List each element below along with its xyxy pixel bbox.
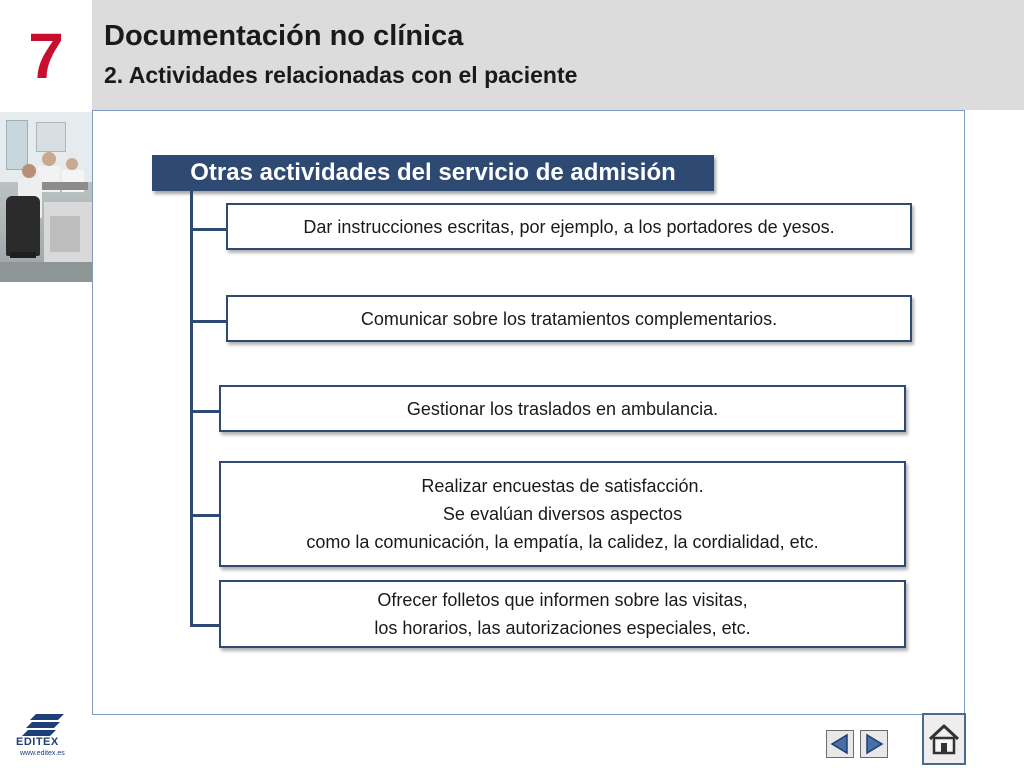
activity-text: Realizar encuestas de satisfacción. — [421, 476, 704, 496]
activity-text: Se evalúan diversos aspectos — [442, 504, 683, 524]
activity-text: Comunicar sobre los tratamientos complementarios. — [360, 308, 778, 329]
tree-branch — [190, 320, 228, 323]
diagram-heading: Otras actividades del servicio de admisión — [152, 155, 714, 191]
house-icon — [926, 721, 962, 757]
activity-box — [219, 385, 906, 432]
activity-box — [219, 461, 906, 567]
tree-connector-vertical — [190, 190, 193, 626]
logo-text: EDITEX — [16, 736, 59, 748]
page-subtitle: 2. Actividades relacionadas con el paciente — [104, 62, 578, 88]
activity-box — [219, 580, 906, 648]
activity-box — [226, 295, 912, 342]
header-bar — [92, 0, 1024, 110]
activity-text: Ofrecer folletos que informen sobre las visitas, — [377, 590, 748, 610]
tree-branch — [190, 624, 221, 627]
chapter-number: 7 — [28, 20, 64, 92]
triangle-right-icon — [863, 733, 885, 755]
activity-text: Gestionar los traslados en ambulancia. — [406, 398, 719, 419]
previous-button[interactable] — [826, 730, 854, 758]
tree-branch — [190, 228, 228, 231]
page-title: Documentación no clínica — [104, 20, 464, 52]
logo-url: www.editex.es — [20, 750, 65, 757]
home-button[interactable] — [922, 713, 966, 765]
triangle-left-icon — [829, 733, 851, 755]
activity-text: los horarios, las autorizaciones especiales, etc. — [374, 618, 751, 638]
activity-box — [226, 203, 912, 250]
next-button[interactable] — [860, 730, 888, 758]
activity-text: Dar instrucciones escritas, por ejemplo, a los portadores de yesos. — [303, 216, 835, 237]
tree-branch — [190, 514, 221, 517]
tree-branch — [190, 410, 221, 413]
activity-text: como la comunicación, la empatía, la calidez, la cordialidad, etc. — [306, 532, 819, 552]
office-photo — [0, 112, 92, 282]
